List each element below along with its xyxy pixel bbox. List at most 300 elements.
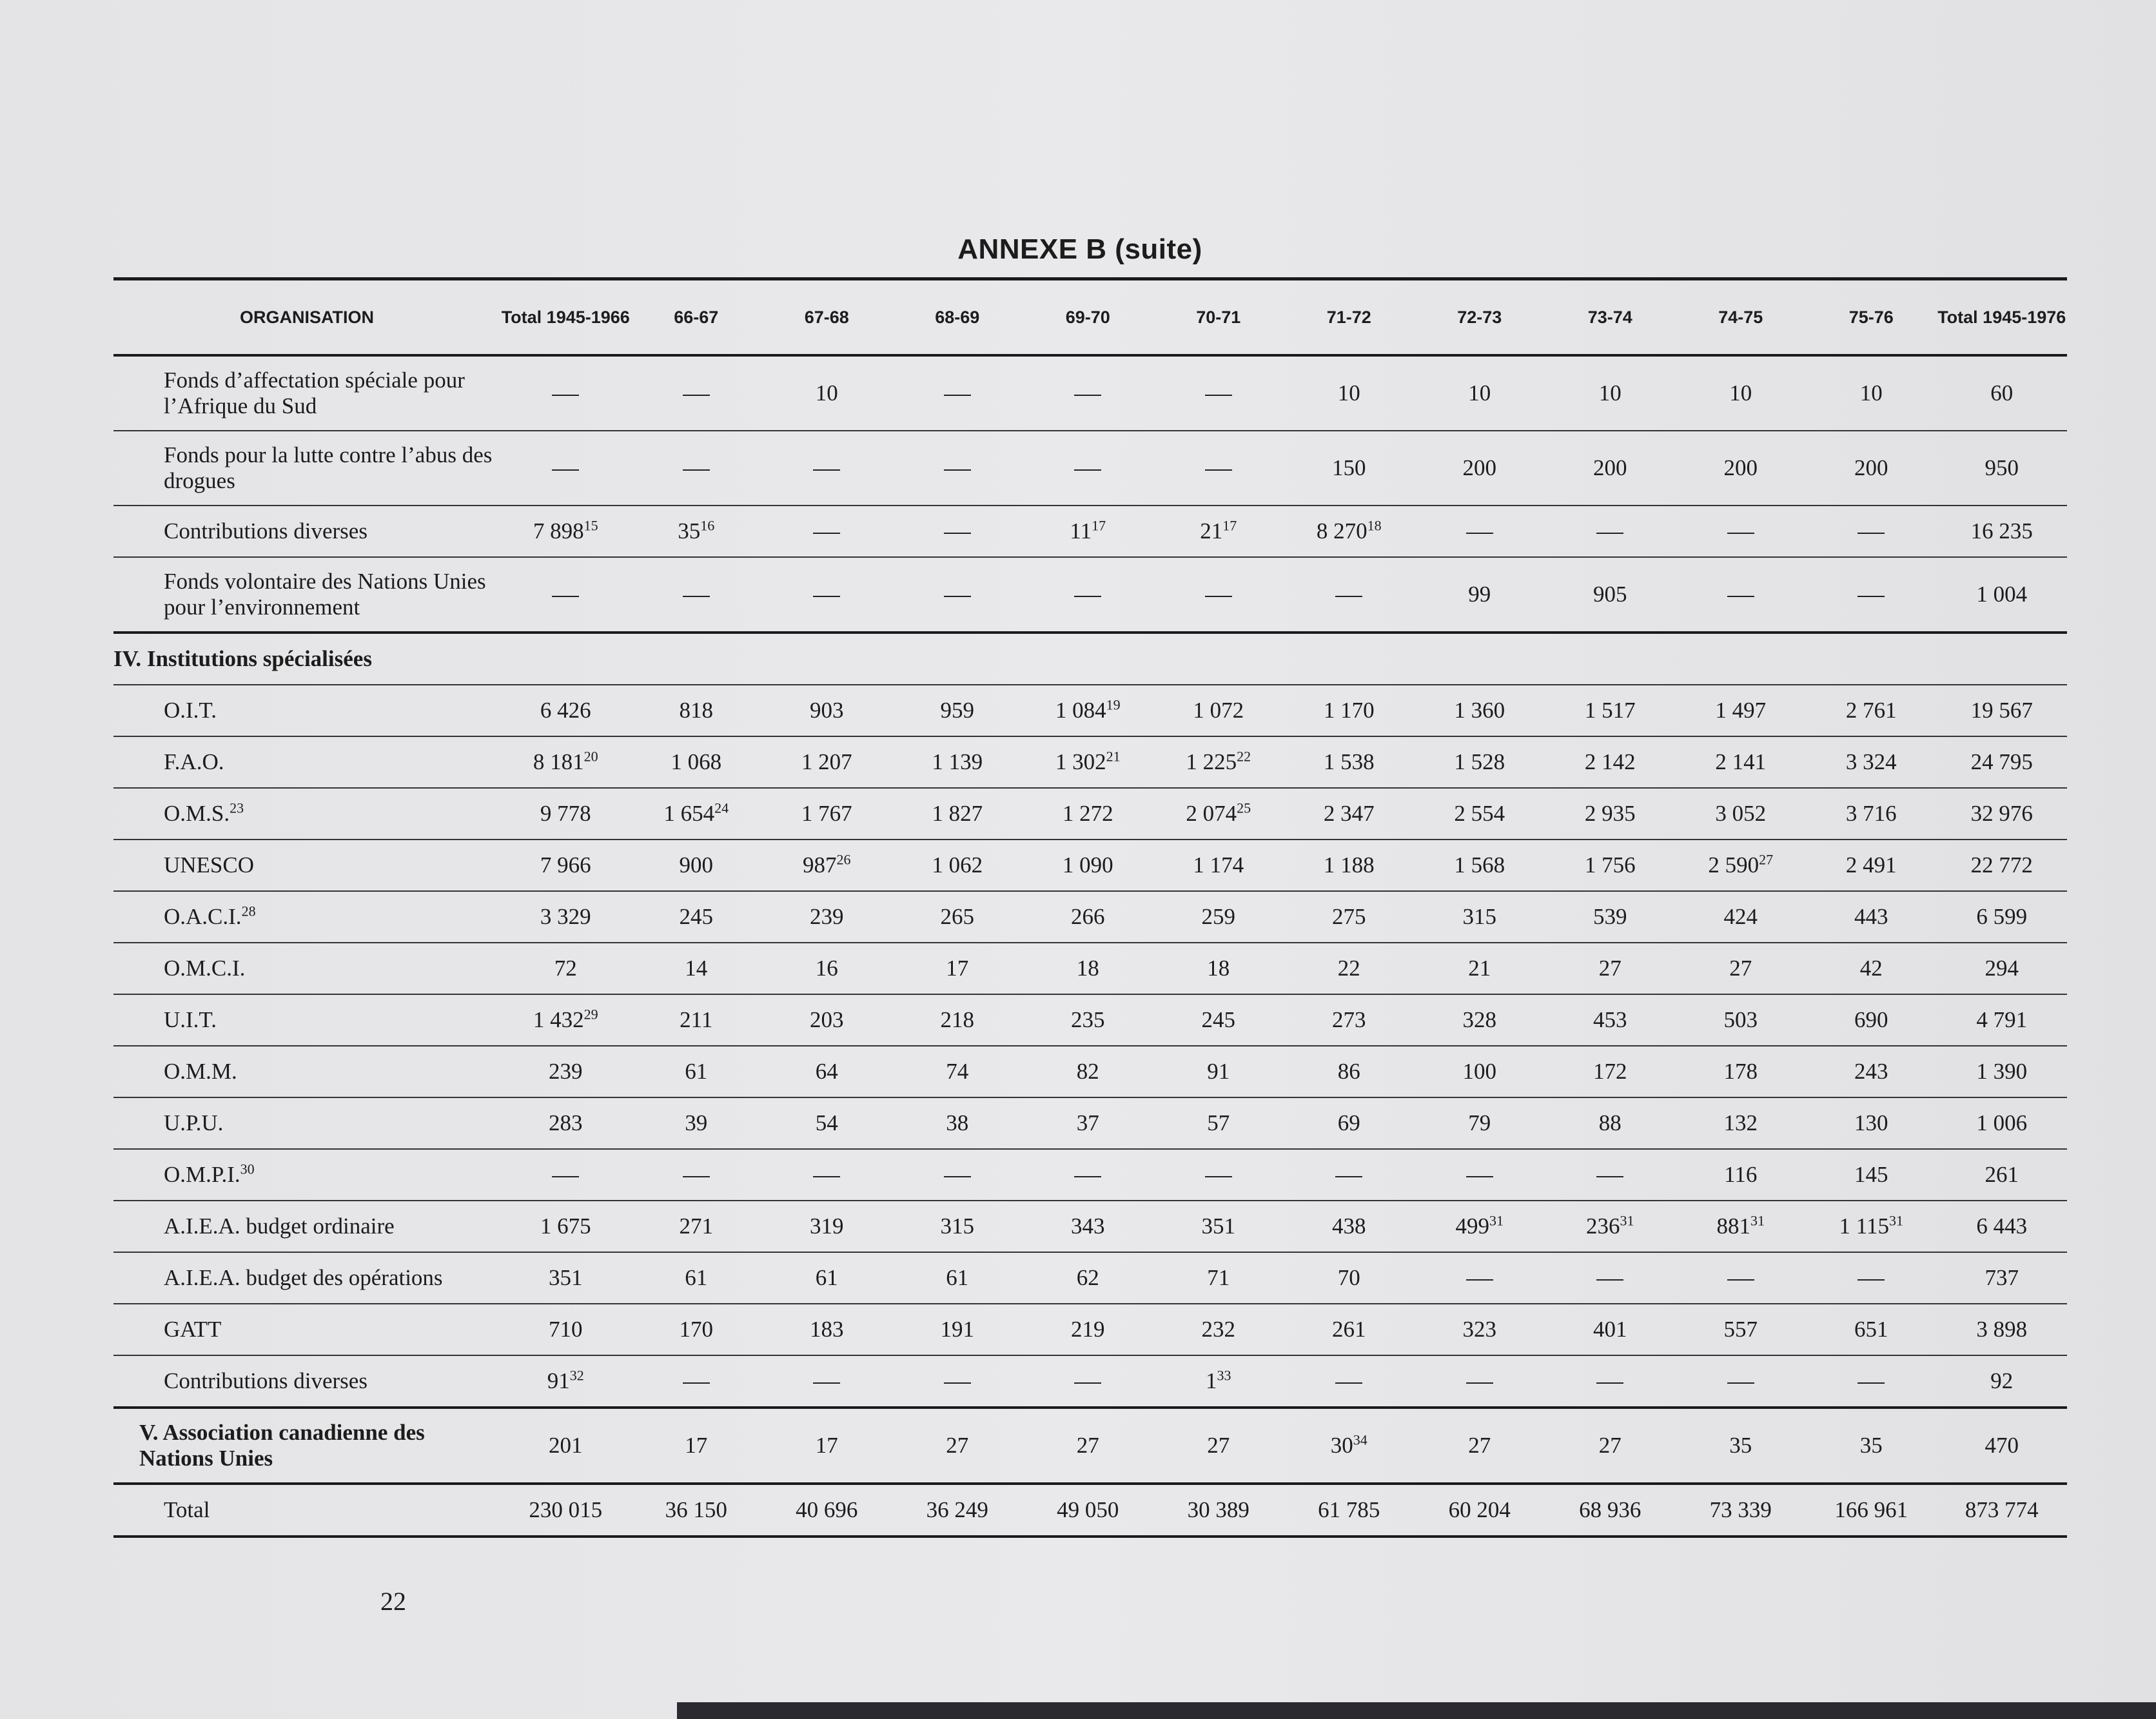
row-label [113, 1304, 500, 1355]
table-cell [761, 1484, 892, 1537]
dash-mark [1466, 1176, 1493, 1177]
cell-value: 3 324 [1845, 749, 1897, 774]
cell-value: 35 [678, 518, 701, 544]
table-cell [1676, 685, 1807, 736]
table-cell [761, 685, 892, 736]
dash-mark [1335, 596, 1362, 597]
table-cell [1284, 1097, 1415, 1149]
cell-value: 1 756 [1584, 852, 1636, 878]
table-cell [1545, 736, 1676, 788]
cell-value: 266 [1071, 904, 1105, 929]
table-cell [1415, 1097, 1545, 1149]
header-col-8: 72-73 [1415, 279, 1545, 356]
table-cell [1153, 1408, 1284, 1484]
dash-mark [1335, 1382, 1362, 1384]
table-cell [892, 1252, 1023, 1304]
row-label [113, 994, 500, 1046]
table-cell [631, 1252, 762, 1304]
table-cell [1806, 1046, 1937, 1097]
table-cell [1937, 506, 2068, 557]
cell-value: 8 181 [533, 749, 584, 774]
table-cell [1415, 943, 1545, 994]
cell-value: 22 772 [1970, 852, 2033, 878]
table-cell [892, 1046, 1023, 1097]
footnote-marker: 31 [1888, 1212, 1903, 1229]
dash-mark [552, 1176, 579, 1177]
table-cell [1023, 943, 1153, 994]
table-row [113, 355, 2067, 431]
table-cell [1676, 506, 1807, 557]
cell-value: 328 [1462, 1007, 1496, 1032]
dash-mark [813, 596, 840, 597]
cell-value: 323 [1462, 1317, 1496, 1342]
cell-value: 557 [1723, 1317, 1758, 1342]
table-cell [1676, 1408, 1807, 1484]
page-title: ANNEXE B (suite) [957, 233, 1202, 265]
cell-value: 6 426 [540, 698, 591, 723]
footnote-marker: 27 [1759, 851, 1774, 868]
cell-value: 42 [1859, 956, 1883, 981]
dash-mark [944, 1176, 971, 1177]
table-cell [1415, 1408, 1545, 1484]
cell-value: 74 [946, 1059, 969, 1084]
table-cell [1284, 994, 1415, 1046]
row-label [113, 1097, 500, 1149]
table-cell [1284, 1252, 1415, 1304]
cell-value: 2 590 [1708, 852, 1759, 878]
cell-value: 1 517 [1584, 698, 1636, 723]
table-cell [1806, 1408, 1937, 1484]
table-cell [1153, 1046, 1284, 1097]
cell-value: 2 491 [1845, 852, 1897, 878]
cell-value: 1 062 [932, 852, 983, 878]
table-cell [1545, 685, 1676, 736]
footnote-marker: 31 [1750, 1212, 1765, 1229]
cell-value: 6 443 [1976, 1213, 2028, 1239]
cell-value: 54 [815, 1110, 838, 1135]
table-cell [631, 633, 762, 685]
cell-value: 172 [1593, 1059, 1627, 1084]
header-col-6: 70-71 [1153, 279, 1284, 356]
table-cell [631, 943, 762, 994]
footnote-marker: 21 [1106, 748, 1121, 765]
cell-value: 903 [810, 698, 844, 723]
table-cell [1806, 633, 1937, 685]
cell-value: 294 [1984, 956, 2019, 981]
cell-value: 9 778 [540, 801, 591, 826]
table-cell [631, 1149, 762, 1201]
cell-value: 150 [1332, 455, 1366, 480]
cell-value: 132 [1723, 1110, 1758, 1135]
cell-value: 27 [1468, 1433, 1491, 1458]
footnote-marker: 17 [1092, 517, 1106, 534]
table-cell [1937, 1304, 2068, 1355]
cell-value: 2 554 [1454, 801, 1505, 826]
table-cell [1545, 1149, 1676, 1201]
cell-value: 218 [940, 1007, 974, 1032]
table-cell [892, 557, 1023, 633]
table-cell [1153, 355, 1284, 431]
cell-value: 79 [1468, 1110, 1491, 1135]
table-cell [892, 633, 1023, 685]
table-cell [761, 506, 892, 557]
dash-mark [1074, 1176, 1101, 1177]
cell-value: 201 [549, 1433, 583, 1458]
table-cell [1153, 1149, 1284, 1201]
cell-value: O.A.C.I. [164, 904, 242, 929]
table-cell [500, 1252, 631, 1304]
table-cell [1937, 1201, 2068, 1252]
table-cell [500, 788, 631, 840]
table-row [113, 840, 2067, 891]
table-cell [761, 557, 892, 633]
table-cell [1415, 891, 1545, 943]
table-cell [1023, 355, 1153, 431]
table-cell [1415, 994, 1545, 1046]
table-cell [1937, 685, 2068, 736]
dash-mark [944, 1382, 971, 1384]
table-cell [1284, 891, 1415, 943]
table-cell [1023, 1149, 1153, 1201]
cell-value: 38 [946, 1110, 969, 1135]
cell-value: 10 [1337, 380, 1360, 406]
table-cell [1284, 431, 1415, 506]
cell-value: 10 [1468, 380, 1491, 406]
cell-value: 71 [1207, 1265, 1230, 1290]
table-cell [1023, 557, 1153, 633]
dash-mark [683, 395, 710, 396]
footnote-marker: 16 [700, 517, 715, 534]
table-cell [1023, 1484, 1153, 1537]
dash-mark [1466, 1382, 1493, 1384]
table-cell [500, 506, 631, 557]
cell-value: 2 347 [1323, 801, 1375, 826]
table-cell [1937, 943, 2068, 994]
table-cell [1806, 840, 1937, 891]
dash-mark [1205, 395, 1232, 396]
cell-value: 1 084 [1055, 698, 1106, 723]
cell-value: 200 [1723, 455, 1758, 480]
table-cell [761, 1201, 892, 1252]
page-number: 22 [380, 1587, 406, 1616]
table-cell [1153, 1484, 1284, 1537]
cell-value: 1 538 [1323, 749, 1375, 774]
table-cell [631, 1408, 762, 1484]
cell-value: 470 [1984, 1433, 2019, 1458]
row-label [113, 891, 500, 943]
table-cell [892, 891, 1023, 943]
table-cell [1545, 1408, 1676, 1484]
table-cell [1284, 943, 1415, 994]
cell-value: 2 074 [1186, 801, 1237, 826]
cell-value: 91 [1207, 1059, 1230, 1084]
table-cell [1545, 891, 1676, 943]
row-label [113, 1046, 500, 1097]
cell-value: U.I.T. [164, 1007, 217, 1032]
table-cell [631, 994, 762, 1046]
table-cell [1415, 1252, 1545, 1304]
table-cell [631, 1097, 762, 1149]
dash-mark [1074, 469, 1101, 471]
table-cell [631, 1355, 762, 1408]
table-cell [761, 788, 892, 840]
header-organisation: ORGANISATION [113, 279, 500, 356]
table-cell [1937, 840, 2068, 891]
table-cell [1676, 1046, 1807, 1097]
cell-value: 261 [1332, 1317, 1366, 1342]
row-label [113, 788, 500, 840]
table-row [113, 685, 2067, 736]
cell-value: 64 [815, 1059, 838, 1084]
cell-value: 235 [1071, 1007, 1105, 1032]
header-col-9: 73-74 [1545, 279, 1676, 356]
table-cell [1153, 788, 1284, 840]
cell-value: 245 [679, 904, 713, 929]
table-cell [761, 1355, 892, 1408]
table-cell [1153, 557, 1284, 633]
table-cell [1676, 1252, 1807, 1304]
table-cell [631, 736, 762, 788]
footnote-marker: 31 [1620, 1212, 1634, 1229]
cell-value: 49 050 [1057, 1497, 1119, 1522]
cell-value: 200 [1593, 455, 1627, 480]
cell-value: A.I.E.A. budget ordinaire [164, 1213, 395, 1239]
cell-value: GATT [164, 1317, 222, 1342]
table-cell [1676, 1484, 1807, 1537]
dash-mark [1857, 1382, 1885, 1384]
table-row [113, 943, 2067, 994]
table-row [113, 1304, 2067, 1355]
cell-value: V. Association canadienne des Nations Unies [139, 1420, 425, 1471]
table-cell [1153, 891, 1284, 943]
cell-value: 710 [549, 1317, 583, 1342]
cell-value: 40 696 [796, 1497, 858, 1522]
footnote-marker: 29 [583, 1006, 598, 1023]
row-label [113, 633, 500, 685]
table-row [113, 1408, 2067, 1484]
cell-value: 245 [1201, 1007, 1235, 1032]
table-cell [500, 685, 631, 736]
cell-value: 17 [685, 1433, 708, 1458]
cell-value: 2 141 [1715, 749, 1767, 774]
table-cell [1023, 685, 1153, 736]
cell-value: 7 966 [540, 852, 591, 878]
table-cell [1153, 943, 1284, 994]
table-cell [1415, 1149, 1545, 1201]
table-cell [1023, 1408, 1153, 1484]
cell-value: 2 761 [1845, 698, 1897, 723]
row-label [113, 506, 500, 557]
table-cell [1153, 431, 1284, 506]
table-cell [1545, 506, 1676, 557]
footnote-marker: 19 [1106, 696, 1121, 713]
cell-value: 100 [1462, 1059, 1496, 1084]
table-cell [1937, 1149, 2068, 1201]
table-cell [1545, 431, 1676, 506]
table-cell [1415, 506, 1545, 557]
table-row [113, 1149, 2067, 1201]
cell-value: 1 432 [533, 1007, 584, 1032]
cell-value: 424 [1723, 904, 1758, 929]
table-cell [1806, 788, 1937, 840]
table-cell [1676, 994, 1807, 1046]
table-cell [1676, 788, 1807, 840]
cell-value: 211 [680, 1007, 713, 1032]
cell-value: 4 791 [1976, 1007, 2028, 1032]
footnote-marker: 31 [1489, 1212, 1504, 1229]
table-cell [1415, 1355, 1545, 1408]
footnote-marker: 18 [1367, 517, 1382, 534]
table-cell [500, 355, 631, 431]
table-cell [500, 1355, 631, 1408]
annex-table [113, 277, 2067, 1538]
table-cell [761, 891, 892, 943]
cell-value: 16 235 [1970, 518, 2033, 544]
table-cell [1284, 355, 1415, 431]
table-cell [1937, 994, 2068, 1046]
table-cell [1676, 736, 1807, 788]
table-row [113, 557, 2067, 633]
cell-value: 62 [1076, 1265, 1099, 1290]
table-cell [631, 840, 762, 891]
table-cell [500, 1097, 631, 1149]
cell-value: 1 390 [1976, 1059, 2028, 1084]
table-row [113, 736, 2067, 788]
footnote-marker: 23 [230, 800, 244, 816]
table-row [113, 633, 2067, 685]
table-body [113, 355, 2067, 1537]
table-cell [761, 943, 892, 994]
table-cell [1545, 1304, 1676, 1355]
table-cell [1937, 1484, 2068, 1537]
cell-value: U.P.U. [164, 1110, 224, 1135]
dash-mark [813, 469, 840, 471]
cell-value: 39 [685, 1110, 708, 1135]
cell-value: 27 [946, 1433, 969, 1458]
table-cell [1545, 633, 1676, 685]
table-cell [1284, 506, 1415, 557]
table-cell [1415, 1484, 1545, 1537]
cell-value: O.M.M. [164, 1059, 237, 1084]
footnote-marker: 25 [1237, 800, 1251, 816]
row-label [113, 943, 500, 994]
cell-value: 2 142 [1584, 749, 1636, 774]
table-row [113, 431, 2067, 506]
cell-value: 1 360 [1454, 698, 1505, 723]
cell-value: 30 389 [1187, 1497, 1250, 1522]
table-cell [1806, 891, 1937, 943]
cell-value: 200 [1854, 455, 1888, 480]
table-cell [892, 736, 1023, 788]
table-cell [1806, 1304, 1937, 1355]
dash-mark [813, 1382, 840, 1384]
table-cell [761, 633, 892, 685]
row-label [113, 1252, 500, 1304]
table-cell [1545, 557, 1676, 633]
table-cell [1806, 557, 1937, 633]
table-cell [631, 1484, 762, 1537]
cell-value: O.I.T. [164, 698, 217, 723]
cell-value: 37 [1076, 1110, 1099, 1135]
row-label [113, 736, 500, 788]
table-cell [500, 1408, 631, 1484]
cell-value: O.M.S. [164, 801, 230, 826]
cell-value: 8 270 [1316, 518, 1367, 544]
cell-value: 35 [1729, 1433, 1752, 1458]
table-cell [1806, 506, 1937, 557]
cell-value: 145 [1854, 1162, 1888, 1187]
table-cell [1284, 1201, 1415, 1252]
table-cell [1937, 1046, 2068, 1097]
table-cell [1023, 840, 1153, 891]
header-col-11: 75-76 [1806, 279, 1937, 356]
dash-mark [944, 596, 971, 597]
table-cell [1806, 736, 1937, 788]
cell-value: 200 [1462, 455, 1496, 480]
table-cell [1284, 1355, 1415, 1408]
cell-value: 30 [1330, 1433, 1353, 1458]
table-cell [1153, 1201, 1284, 1252]
dash-mark [1466, 533, 1493, 534]
table-cell [761, 1252, 892, 1304]
table-cell [1545, 1097, 1676, 1149]
table-cell [1676, 355, 1807, 431]
cell-value: 1 568 [1454, 852, 1505, 878]
table-cell [1806, 1484, 1937, 1537]
cell-value: 351 [549, 1265, 583, 1290]
cell-value: 232 [1201, 1317, 1235, 1342]
cell-value: 1 139 [932, 749, 983, 774]
table-cell [1415, 355, 1545, 431]
cell-value: 1 174 [1193, 852, 1244, 878]
cell-value: 1 528 [1454, 749, 1505, 774]
cell-value: A.I.E.A. budget des opérations [164, 1265, 443, 1290]
dash-mark [1074, 1382, 1101, 1384]
cell-value: 14 [685, 956, 708, 981]
cell-value: 61 [685, 1059, 708, 1084]
table-cell [1415, 840, 1545, 891]
table-cell [1545, 1355, 1676, 1408]
cell-value: 203 [810, 1007, 844, 1032]
header-col-4: 68-69 [892, 279, 1023, 356]
cell-value: 183 [810, 1317, 844, 1342]
table-cell [631, 891, 762, 943]
table-cell [1284, 1408, 1415, 1484]
table-cell [1545, 994, 1676, 1046]
table-cell [1676, 633, 1807, 685]
dash-mark [683, 596, 710, 597]
table-cell [1153, 994, 1284, 1046]
dash-mark [1596, 1382, 1623, 1384]
cell-value: 3 052 [1715, 801, 1767, 826]
cell-value: F.A.O. [164, 749, 224, 774]
cell-value: 170 [679, 1317, 713, 1342]
table-cell [1806, 1252, 1937, 1304]
cell-value: 1 272 [1062, 801, 1113, 826]
table-cell [500, 431, 631, 506]
table-cell [1676, 943, 1807, 994]
table-cell [1545, 1252, 1676, 1304]
cell-value: O.M.P.I. [164, 1162, 240, 1187]
cell-value: 1 675 [540, 1213, 591, 1239]
dash-mark [813, 1176, 840, 1177]
table-row [113, 1252, 2067, 1304]
cell-value: 191 [940, 1317, 974, 1342]
dash-mark [683, 1382, 710, 1384]
cell-value: 1 090 [1062, 852, 1113, 878]
table-cell [1023, 1304, 1153, 1355]
table-cell [1284, 1149, 1415, 1201]
